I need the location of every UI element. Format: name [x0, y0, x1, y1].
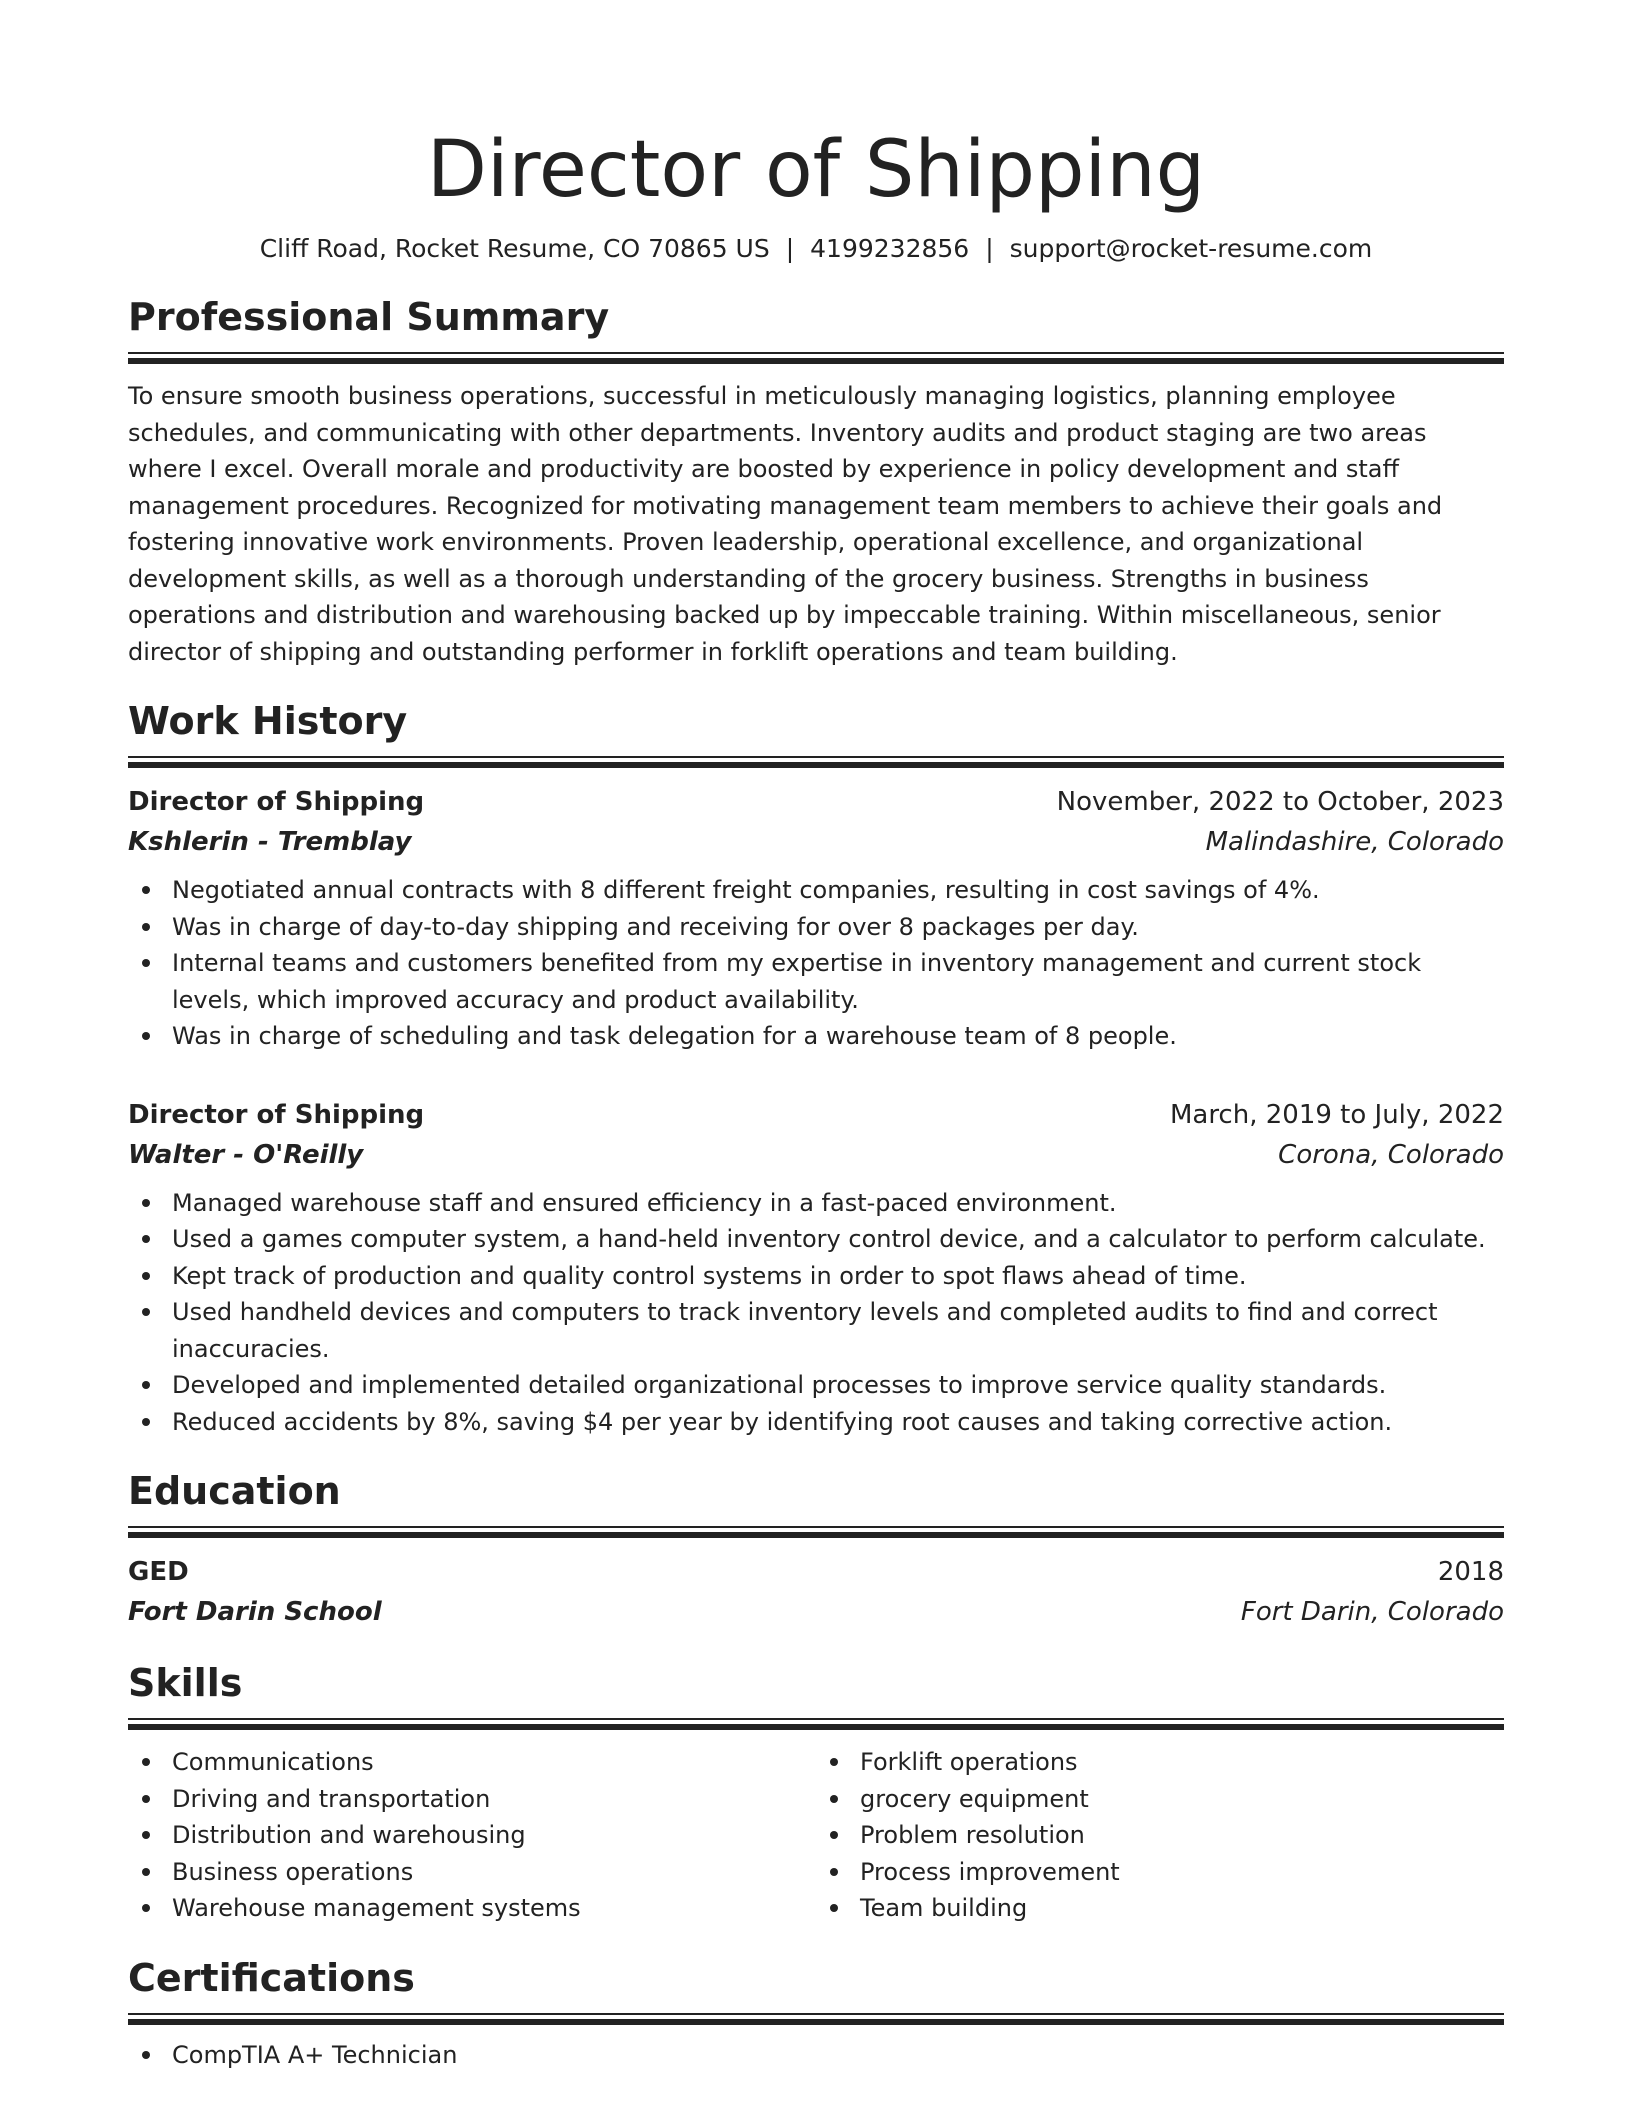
skill-item: grocery equipment: [816, 1781, 1504, 1818]
list-item: Was in charge of day-to-day shipping and receiving for over 8 packages per day.: [128, 909, 1504, 946]
job-company: Walter - O'Reilly: [128, 1139, 364, 1170]
education-degree-row: [128, 1552, 1504, 1592]
certifications-list: [128, 2037, 1504, 2074]
job-location: Malindashire, Colorado: [1205, 827, 1504, 857]
resume-page: [128, 120, 1504, 2073]
section-heading: Certifications: [128, 1955, 415, 2000]
job-title: Director of Shipping: [128, 787, 425, 817]
resume-header: [128, 120, 1504, 266]
job-company-row: [128, 1135, 1504, 1175]
skills-left-column: [128, 1744, 816, 1927]
education-year: 2018: [1437, 1557, 1504, 1587]
list-item: Used handheld devices and computers to track inventory levels and completed audits to find and correct inaccuracies.: [128, 1294, 1504, 1367]
job-title: Director of Shipping: [128, 1099, 425, 1130]
list-item: Was in charge of scheduling and task delegation for a warehouse team of 8 people.: [128, 1018, 1504, 1055]
skill-item: Forklift operations: [816, 1744, 1504, 1781]
job-dates: March, 2019 to July, 2022: [1169, 1099, 1504, 1130]
section-divider: [128, 756, 1504, 770]
job-entry: [128, 782, 1504, 1055]
list-item: Negotiated annual contracts with 8 different freight companies, resulting in cost savings of 4%.: [128, 872, 1504, 909]
professional-summary-section: [128, 292, 1504, 670]
certifications-section: [128, 1953, 1504, 2074]
section-heading: Work History: [128, 699, 408, 743]
job-company-row: [128, 822, 1504, 862]
section-heading: Professional Summary: [128, 295, 610, 339]
skill-item: Process improvement: [816, 1854, 1504, 1891]
contact-separator: |: [985, 234, 994, 263]
certification-item: CompTIA A+ Technician: [128, 2037, 1504, 2074]
skill-item: Business operations: [128, 1854, 816, 1891]
education-section: [128, 1466, 1504, 1632]
education-school: Fort Darin School: [128, 1597, 382, 1627]
job-company: Kshlerin - Tremblay: [128, 827, 412, 857]
list-item: Internal teams and customers benefited from my expertise in inventory management and current stock levels, which improved accuracy and product availability.: [128, 945, 1504, 1018]
summary-text: To ensure smooth business operations, successful in meticulously managing logistics, planning employee schedules, and communicating with other departments. Inventory audits and product staging are two areas where I excel. Overall morale and productivity are boosted by experience in policy development and staff management procedures. Recognized for motivating management team members to achieve their goals and fostering innovative work environments. Proven leadership, operational excellence, and organizational development skills, as well as a thorough understanding of the grocery business. Strengths in business operations and distribution and warehousing backed up by impeccable training. Within miscellaneous, senior director of shipping and outstanding performer in forklift operations and team building.: [128, 382, 1443, 666]
job-title-row: [128, 782, 1504, 822]
skills-right-column: [816, 1744, 1504, 1927]
skills-section: [128, 1658, 1504, 1927]
education-school-row: [128, 1592, 1504, 1632]
skill-item: Team building: [816, 1890, 1504, 1927]
job-bullets: [128, 872, 1504, 1055]
work-history-section: [128, 696, 1504, 1440]
skill-item: Warehouse management systems: [128, 1890, 816, 1927]
section-divider: [128, 1718, 1504, 1732]
education-entry: [128, 1552, 1504, 1632]
contact-separator: |: [785, 234, 795, 263]
section-divider: [128, 2013, 1504, 2027]
job-bullets: [128, 1185, 1504, 1441]
list-item: Reduced accidents by 8%, saving $4 per year by identifying root causes and taking corrective action.: [128, 1404, 1504, 1441]
section-heading: Education: [128, 1469, 341, 1513]
section-heading: Skills: [128, 1661, 243, 1705]
job-dates: November, 2022 to October, 2023: [1056, 787, 1504, 817]
education-degree: GED: [128, 1557, 189, 1587]
list-item: Used a games computer system, a hand-held inventory control device, and a calculator to perform calculate.: [128, 1221, 1504, 1258]
skill-item: Driving and transportation: [128, 1781, 816, 1818]
section-divider: [128, 352, 1504, 366]
list-item: Developed and implemented detailed organizational processes to improve service quality standards.: [128, 1367, 1504, 1404]
job-location: Corona, Colorado: [1278, 1139, 1504, 1170]
skill-item: Communications: [128, 1744, 816, 1781]
job-entry: [128, 1095, 1504, 1441]
skill-item: Distribution and warehousing: [128, 1817, 816, 1854]
skills-columns: [128, 1744, 1504, 1927]
section-divider: [128, 1526, 1504, 1540]
contact-phone: 4199232856: [810, 234, 970, 263]
list-item: Managed warehouse staff and ensured efficiency in a fast-paced environment.: [128, 1185, 1504, 1222]
contact-email: support@rocket-resume.com: [1009, 234, 1373, 263]
contact-line: [128, 232, 1504, 266]
job-title-row: [128, 1095, 1504, 1135]
skill-item: Problem resolution: [816, 1817, 1504, 1854]
list-item: Kept track of production and quality control systems in order to spot flaws ahead of time.: [128, 1258, 1504, 1295]
education-location: Fort Darin, Colorado: [1240, 1597, 1504, 1627]
contact-address: Cliff Road, Rocket Resume, CO 70865 US: [259, 234, 770, 263]
candidate-name: Director of Shipping: [426, 125, 1206, 215]
